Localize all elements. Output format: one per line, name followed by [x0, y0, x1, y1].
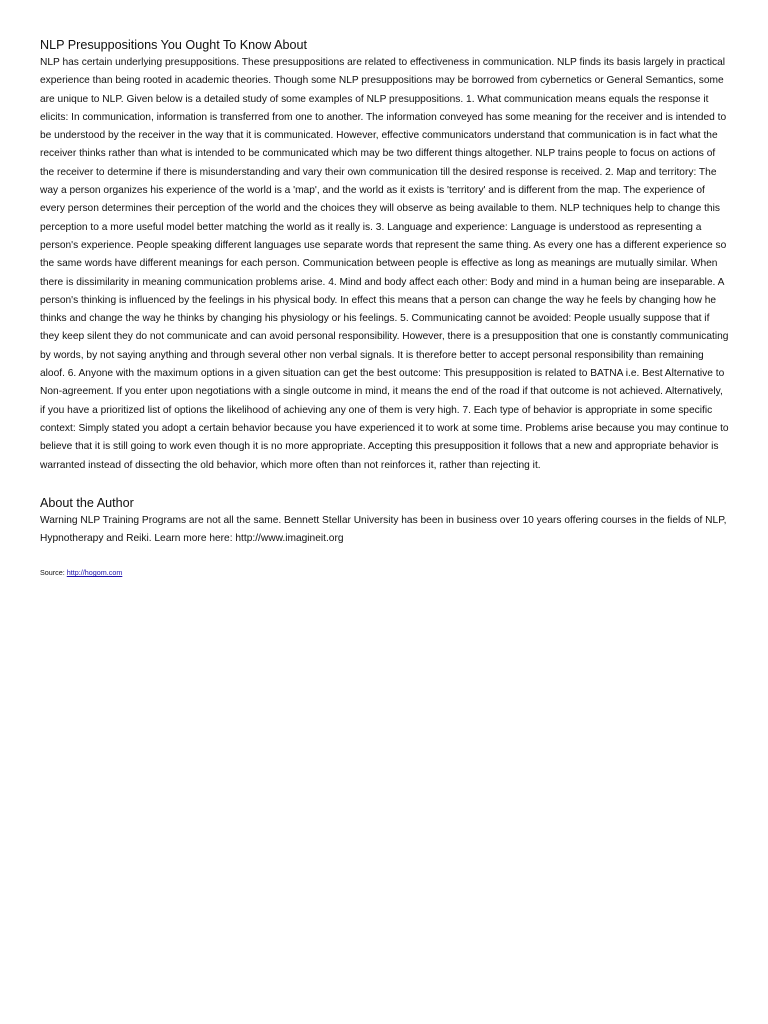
document-page — [40, 37, 730, 578]
source-label: Source: — [40, 568, 67, 578]
section-spacer — [40, 475, 730, 495]
article-body: NLP has certain underlying presuppositions. These presuppositions are related to effectiveness in communication. NLP finds its basis largely in practical experience than being rooted in academic theories. Though some NLP presuppositions may be borrowed from cybernetics or General Semantics, some are unique to NLP. Given below is a detailed study of some examples of NLP presuppositions. 1. What communication means equals the response it elicits: In communication, information is transferred from one to another. The information conveyed has some meaning for the receiver and is intended to be understood by the receiver in the way that it is communicated. However, effective communicators understand that communication is in fact what the receiver thinks rather than what is intended to be communicated which may be two different things altogether. NLP trains people to focus on actions of the receiver to determine if there is misunderstanding and vary their own communication till the desired response is received. 2. Map and territory: The way a person organizes his experience of the world is a 'map', and the world as it exists is 'territory' and is different from the map. The experience of every person determines their perception of the world and the choices they will observe as being available to them. NLP techniques help to change this perception to a more useful model better matching the world as it really is. 3. Language and experience: Language is understood as representing a person's experience. People speaking different languages use separate words that represent the same thing. As every one has a different experience so the same words have different meanings for each person. Communication between people is effective as long as meanings are mutually similar. When there is dissimilarity in meaning communication problems arise. 4. Mind and body affect each other: Body and mind in a human being are inseparable. A person's thinking is influenced by the feelings in his physical body. In effect this means that a person can change the way he feels by changing how he thinks and change the way he thinks by changing his physiology or his feelings. 5. Communicating cannot be avoided: People usually suppose that if they keep silent they do not communicate and can avoid personal responsibility. However, there is a presupposition that one is constantly communicating by words, by not saying anything and through several other non verbal signals. It is therefore better to accept personal responsibility than remaining aloof. 6. Anyone with the maximum options in a given situation can get the best outcome: This presupposition is related to BATNA i.e. Best Alternative to Non-agreement. If you enter upon negotiations with a single outcome in mind, it means the end of the road if that outcome is not achieved. Alternatively, if you have a prioritized list of options the likelihood of achieving any one of them is very high. 7. Each type of behavior is appropriate in some specific context: Simply stated you adopt a certain behavior because you have experienced it to work at some time. Problems arise because you may continue to believe that it is still going to work even though it is no more appropriate. Accepting this presupposition it follows that a new and appropriate behavior is warranted instead of dissecting the old behavior, which more often than not reinforces it, rather than rejecting it. — [40, 57, 729, 471]
author-body: Warning NLP Training Programs are not all the same. Bennett Stellar University has been in business over 10 years offering courses in the fields of NLP, Hypnotherapy and Reiki. Learn more here: http://www.imagineit.org — [40, 514, 727, 545]
source-line — [40, 568, 730, 578]
source-link[interactable]: http://hogom.com — [66, 568, 123, 578]
author-title: About the Author — [40, 495, 134, 510]
article-title: NLP Presuppositions You Ought To Know About — [40, 38, 307, 52]
